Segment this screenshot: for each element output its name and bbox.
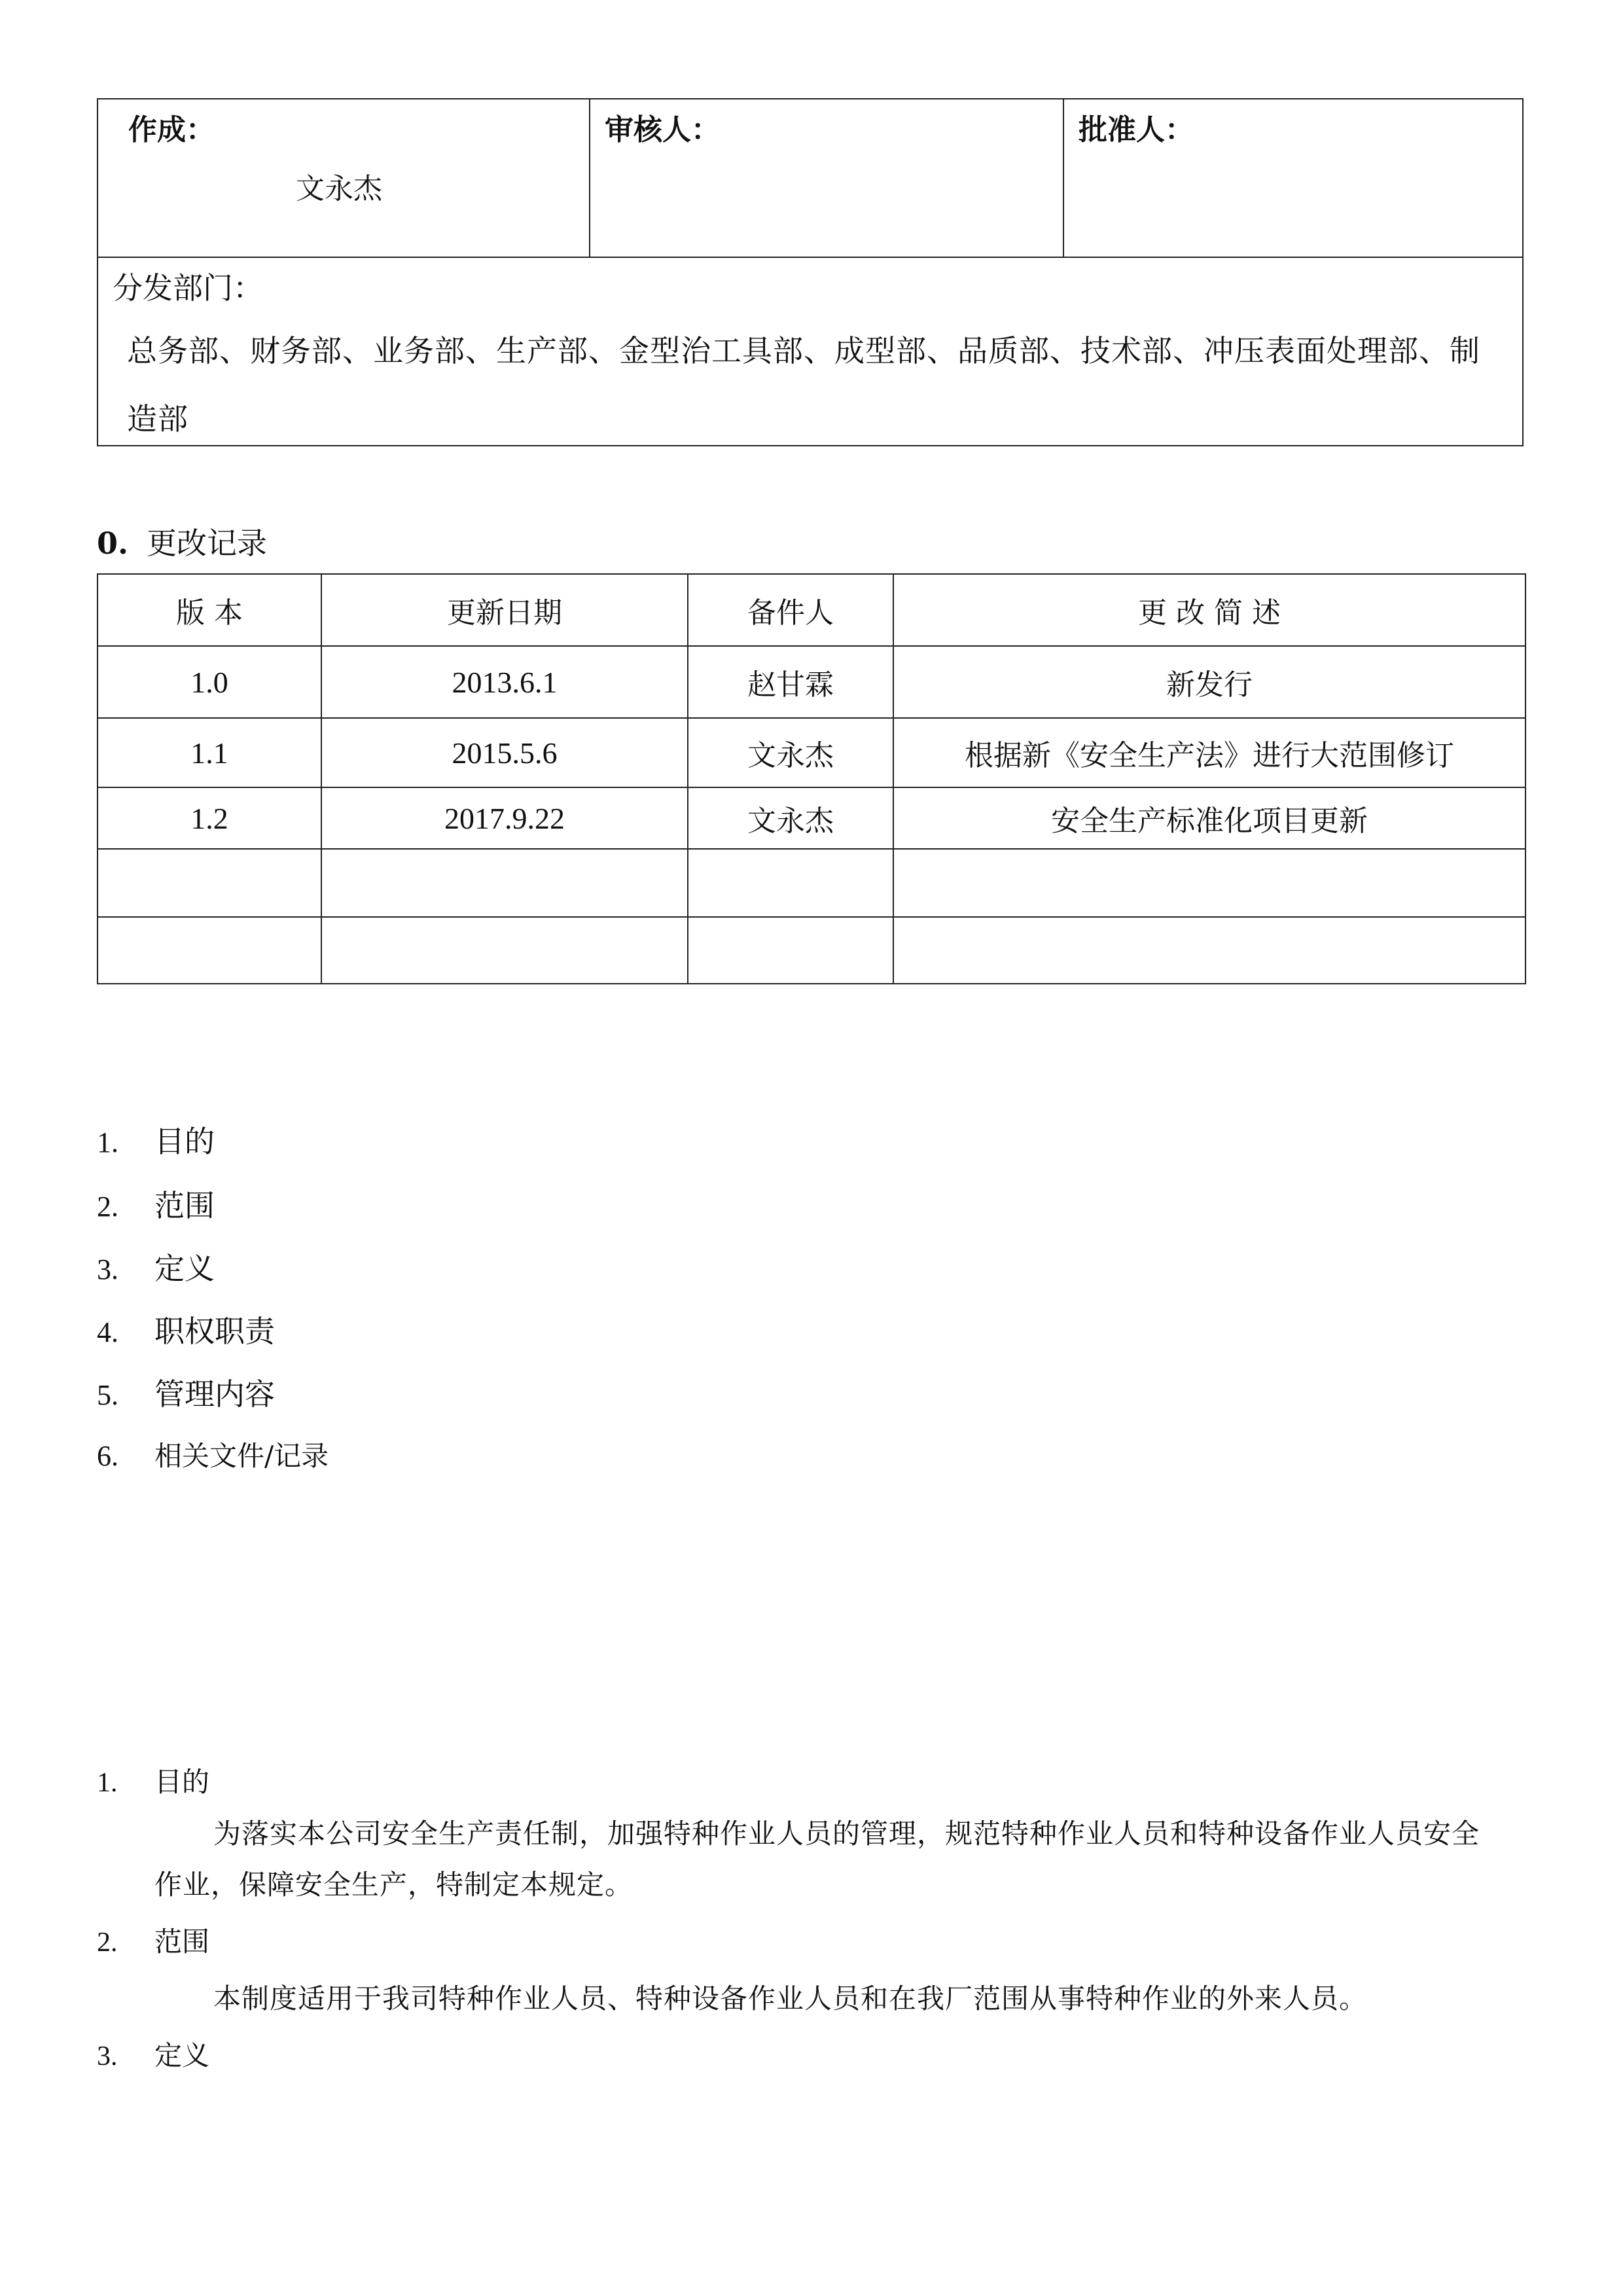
table-row-empty — [98, 849, 1525, 917]
purpose-text-line2: 作业，保障安全生产，特制定本规定。 — [154, 1869, 633, 1901]
cell-person — [688, 849, 893, 917]
toc-title: 管理内容 — [154, 1376, 275, 1412]
cell-person: 赵甘霖 — [688, 646, 893, 718]
toc-item — [97, 1182, 215, 1225]
table-row — [98, 646, 1525, 718]
cell-summary: 根据新《安全生产法》进行大范围修订 — [893, 718, 1525, 787]
section-number: 0. — [97, 526, 129, 561]
distribution-label: 分发部门： — [113, 270, 263, 306]
toc-number: 6. — [97, 1440, 118, 1472]
section-number: 1. — [97, 1768, 118, 1798]
header-version: 版 本 — [98, 574, 321, 646]
header-summary: 更 改 简 述 — [893, 574, 1525, 646]
change-record-heading — [97, 520, 267, 563]
toc-item — [97, 1245, 215, 1288]
cell-date: 2017.9.22 — [321, 787, 688, 849]
header-person: 备件人 — [688, 574, 893, 646]
toc-title: 相关文件/记录 — [154, 1440, 329, 1472]
toc-number: 3. — [97, 1253, 118, 1285]
cell-version: 1.2 — [98, 787, 321, 849]
cell-person: 文永杰 — [688, 718, 893, 787]
section-heading-purpose — [97, 1761, 209, 1800]
cell-summary: 安全生产标准化项目更新 — [893, 787, 1525, 849]
toc-title: 目的 — [154, 1124, 215, 1159]
section-title: 目的 — [154, 1766, 210, 1798]
cell-summary — [893, 917, 1525, 984]
section-number: 2. — [97, 1928, 118, 1958]
section-number: 3. — [97, 2041, 118, 2072]
purpose-text-line1: 为落实本公司安全生产责任制，加强特种作业人员的管理，规范特种作业人员和特种设备作业人员安全 — [213, 1818, 1480, 1850]
author-cell — [98, 99, 590, 257]
table-row — [98, 718, 1525, 787]
cell-person — [688, 917, 893, 984]
cell-summary — [893, 849, 1525, 917]
toc-number: 2. — [97, 1191, 118, 1223]
cell-version — [98, 849, 321, 917]
header-date: 更新日期 — [321, 574, 688, 646]
table-header-row — [98, 574, 1525, 646]
toc-title: 定义 — [154, 1251, 215, 1286]
approval-table — [97, 98, 1524, 446]
table-row — [98, 787, 1525, 849]
reviewer-label: 审核人： — [605, 113, 720, 147]
approver-label: 批准人： — [1079, 113, 1194, 147]
cell-version: 1.1 — [98, 718, 321, 787]
cell-date: 2013.6.1 — [321, 646, 688, 718]
signature-row — [98, 99, 1522, 258]
change-record-table — [97, 573, 1526, 984]
cell-date — [321, 849, 688, 917]
author-label: 作成： — [128, 113, 215, 147]
section-title: 定义 — [154, 2039, 210, 2072]
scope-text: 本制度适用于我司特种作业人员、特种设备作业人员和在我厂范围从事特种作业的外来人员。 — [213, 1982, 1368, 2015]
section-heading-definition — [97, 2034, 209, 2073]
reviewer-cell — [590, 99, 1064, 257]
toc-title: 范围 — [154, 1188, 215, 1223]
toc-item — [97, 1118, 215, 1161]
section-heading-scope — [97, 1920, 209, 1960]
toc-item — [97, 1435, 329, 1474]
cell-date: 2015.5.6 — [321, 718, 688, 787]
cell-summary: 新发行 — [893, 646, 1525, 718]
cell-version — [98, 917, 321, 984]
toc-number: 1. — [97, 1126, 118, 1158]
toc-number: 4. — [97, 1316, 118, 1348]
section-title: 范围 — [154, 1926, 210, 1958]
toc-number: 5. — [97, 1379, 118, 1411]
distribution-list: 总务部、财务部、业务部、生产部、金型治工具部、成型部、品质部、技术部、冲压表面处理部、制造部 — [127, 333, 1480, 437]
section-title: 更改记录 — [147, 526, 268, 561]
cell-date — [321, 917, 688, 984]
author-name: 文永杰 — [296, 172, 382, 206]
cell-version: 1.0 — [98, 646, 321, 718]
table-row-empty — [98, 917, 1525, 984]
toc-title: 职权职责 — [154, 1314, 275, 1349]
toc-item — [97, 1308, 275, 1351]
cell-person: 文永杰 — [688, 787, 893, 849]
toc-item — [97, 1371, 275, 1414]
approver-cell — [1064, 99, 1522, 257]
